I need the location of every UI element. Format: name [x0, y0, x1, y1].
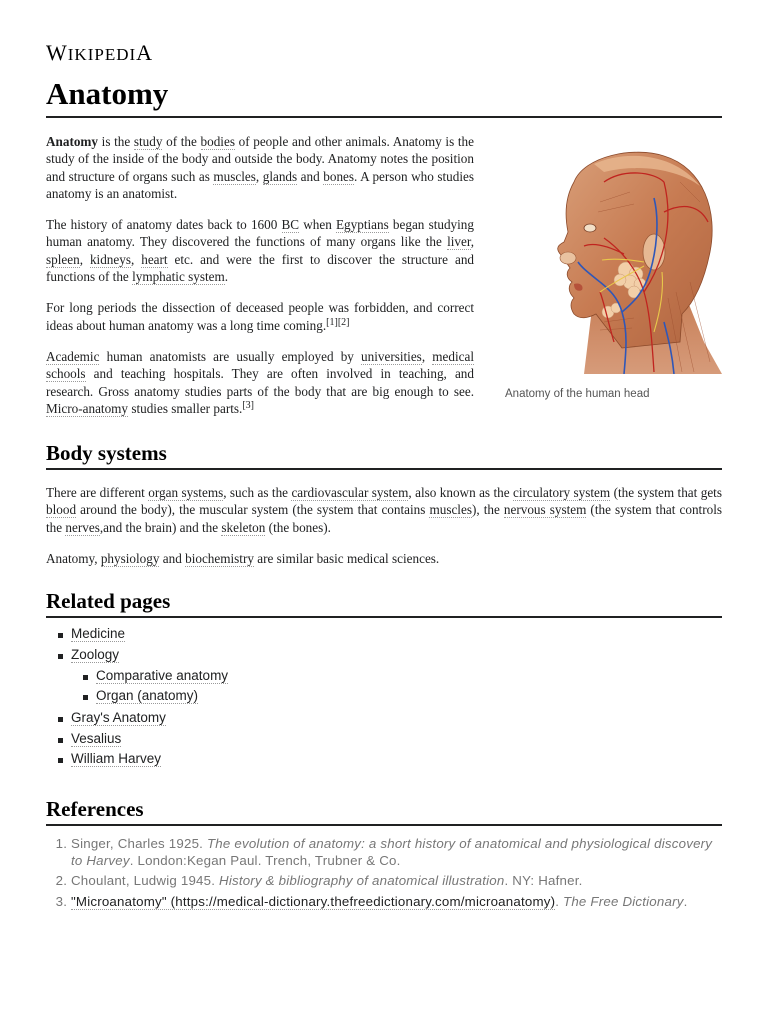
list-item: [46, 751, 228, 772]
text: are similar basic medical sciences.: [253, 550, 440, 566]
wikipedia-logo[interactable]: WIKIPEDIA: [46, 40, 154, 65]
link-muscles-2[interactable]: muscles: [429, 502, 472, 518]
intro-section: [46, 133, 474, 431]
text: and: [159, 550, 186, 566]
text: etc. and were the first to discover the structure and functions of the: [46, 251, 475, 285]
intro-paragraph-4: [46, 348, 474, 417]
link-bc[interactable]: BC: [281, 217, 300, 233]
text: (the system that gets: [610, 485, 722, 500]
link-liver[interactable]: liver: [447, 234, 471, 250]
text: of people and other animals. Anatomy is the study of the inside of the body and outside the body. Anatomy notes the position and structure of organs such as: [46, 134, 474, 184]
sub-list: [71, 668, 228, 711]
link-medical-schools[interactable]: medical schools: [46, 348, 474, 382]
text: There are different: [46, 485, 149, 500]
link-vesalius[interactable]: Vesalius: [71, 730, 122, 746]
list-item: [46, 731, 228, 752]
link-william-harvey[interactable]: William Harvey: [71, 751, 162, 766]
references-list: [46, 836, 722, 914]
citation-link[interactable]: [1][2]: [326, 316, 350, 328]
text: ,: [421, 348, 433, 364]
list-item: [71, 668, 228, 689]
figure-head-anatomy: [504, 142, 722, 400]
list-item: [46, 710, 228, 731]
text: of the: [162, 134, 201, 149]
list-item: [71, 688, 228, 710]
text: Anatomy,: [46, 550, 101, 566]
link-glands[interactable]: glands: [262, 168, 298, 184]
link-academic[interactable]: Academic: [46, 348, 100, 364]
text: when: [299, 217, 336, 233]
reference-item: [71, 836, 722, 869]
text: . London:Kegan Paul. Trench, Trubner & Co.: [129, 852, 401, 868]
reference-title: The evolution of anatomy: a short history of anatomical and physiological discovery to Harvey: [71, 836, 713, 868]
list-item: [46, 626, 228, 647]
link-cardiovascular-system[interactable]: cardiovascular system: [291, 485, 409, 500]
heading-body-systems: Body systems: [46, 441, 722, 470]
text: For long periods the dissection of deceased people was forbidden, and correct ideas about human anatomy was a long time coming.: [46, 300, 474, 333]
text: Singer, Charles 1925.: [71, 836, 207, 851]
link-comparative-anatomy[interactable]: Comparative anatomy: [96, 667, 229, 683]
link-nervous-system[interactable]: nervous system: [503, 502, 587, 518]
term-bold: Anatomy: [46, 134, 99, 149]
link-study[interactable]: study: [133, 134, 163, 149]
link-organ-anatomy[interactable]: Organ (anatomy): [96, 688, 199, 703]
link-biochemistry[interactable]: biochemistry: [185, 550, 254, 566]
reference-item: [71, 894, 722, 911]
text: , also known as the: [408, 485, 513, 500]
link-grays-anatomy[interactable]: Gray's Anatomy: [71, 710, 166, 725]
text: .: [683, 893, 688, 909]
link-zoology[interactable]: Zoology: [71, 646, 120, 662]
text: human anatomists are usually employed by: [99, 348, 362, 364]
intro-paragraph-3: [46, 299, 474, 334]
reference-title: The Free Dictionary: [563, 893, 684, 909]
intro-paragraph-1: [46, 133, 474, 202]
text: and: [297, 168, 324, 184]
link-bodies[interactable]: bodies: [200, 134, 235, 149]
text: (the system that controls the: [46, 502, 723, 535]
text: .: [224, 269, 229, 285]
link-bones[interactable]: bones: [323, 168, 355, 184]
link-kidneys[interactable]: kidneys: [89, 251, 131, 267]
link-organ-systems[interactable]: organ systems: [148, 485, 224, 500]
text: ,and the brain) and the: [99, 519, 222, 535]
link-muscles[interactable]: muscles: [213, 168, 256, 184]
link-blood[interactable]: blood: [46, 502, 77, 518]
page-title: Anatomy: [46, 76, 722, 118]
text: .: [555, 893, 563, 909]
text: studies smaller parts.: [128, 400, 243, 416]
link-lymphatic-system[interactable]: lymphatic system: [132, 269, 225, 285]
text: (the bones).: [265, 519, 331, 535]
text: and teaching hospitals. They are often involved in teaching, and research. Gross anatomy studies parts of the body that are big enough to see.: [46, 366, 474, 399]
head-anatomy-image[interactable]: [504, 142, 722, 374]
related-pages-list: [46, 626, 228, 772]
reference-title: History & bibliography of anatomical illustration: [219, 873, 505, 888]
link-circulatory-system[interactable]: circulatory system: [513, 485, 611, 500]
text: ,: [470, 234, 474, 250]
text: . A person who studies anatomy is an anatomist.: [46, 168, 474, 201]
text: ), the: [471, 502, 504, 518]
body-systems-section: [46, 484, 722, 581]
text: The history of anatomy dates back to 1600: [46, 217, 282, 233]
text: , such as the: [223, 485, 292, 500]
link-microanatomy-external[interactable]: "Microanatomy" (https://medical-dictionary.thefreedictionary.com/microanatomy): [71, 893, 556, 909]
intro-paragraph-2: [46, 216, 474, 285]
figure-caption: Anatomy of the human head: [505, 388, 650, 400]
text: is the: [98, 134, 134, 149]
body-systems-paragraph-2: [46, 550, 722, 567]
citation-link[interactable]: [3]: [242, 399, 254, 411]
link-nerves[interactable]: nerves: [65, 519, 100, 535]
text: began studying human anatomy. They discovered the functions of many organs like the: [46, 217, 474, 250]
text: ,: [255, 168, 263, 184]
list-item: [46, 647, 228, 711]
link-spleen[interactable]: spleen: [46, 251, 80, 267]
text: . NY: Hafner.: [504, 873, 583, 888]
link-medicine[interactable]: Medicine: [71, 626, 126, 641]
link-physiology[interactable]: physiology: [100, 550, 160, 566]
body-systems-paragraph-1: [46, 484, 722, 536]
heading-references: References: [46, 797, 722, 826]
link-skeleton[interactable]: skeleton: [221, 519, 266, 535]
text: around the body), the muscular system (the system that contains: [76, 502, 430, 518]
link-universities[interactable]: universities: [361, 348, 422, 364]
heading-related-pages: Related pages: [46, 589, 722, 618]
link-heart[interactable]: heart: [141, 251, 168, 267]
link-egyptians[interactable]: Egyptians: [336, 217, 389, 233]
text: ,: [79, 251, 90, 267]
text: Choulant, Ludwig 1945.: [71, 873, 220, 888]
reference-item: [71, 873, 722, 890]
link-micro-anatomy[interactable]: Micro-anatomy: [46, 400, 129, 416]
text: ,: [130, 251, 142, 267]
